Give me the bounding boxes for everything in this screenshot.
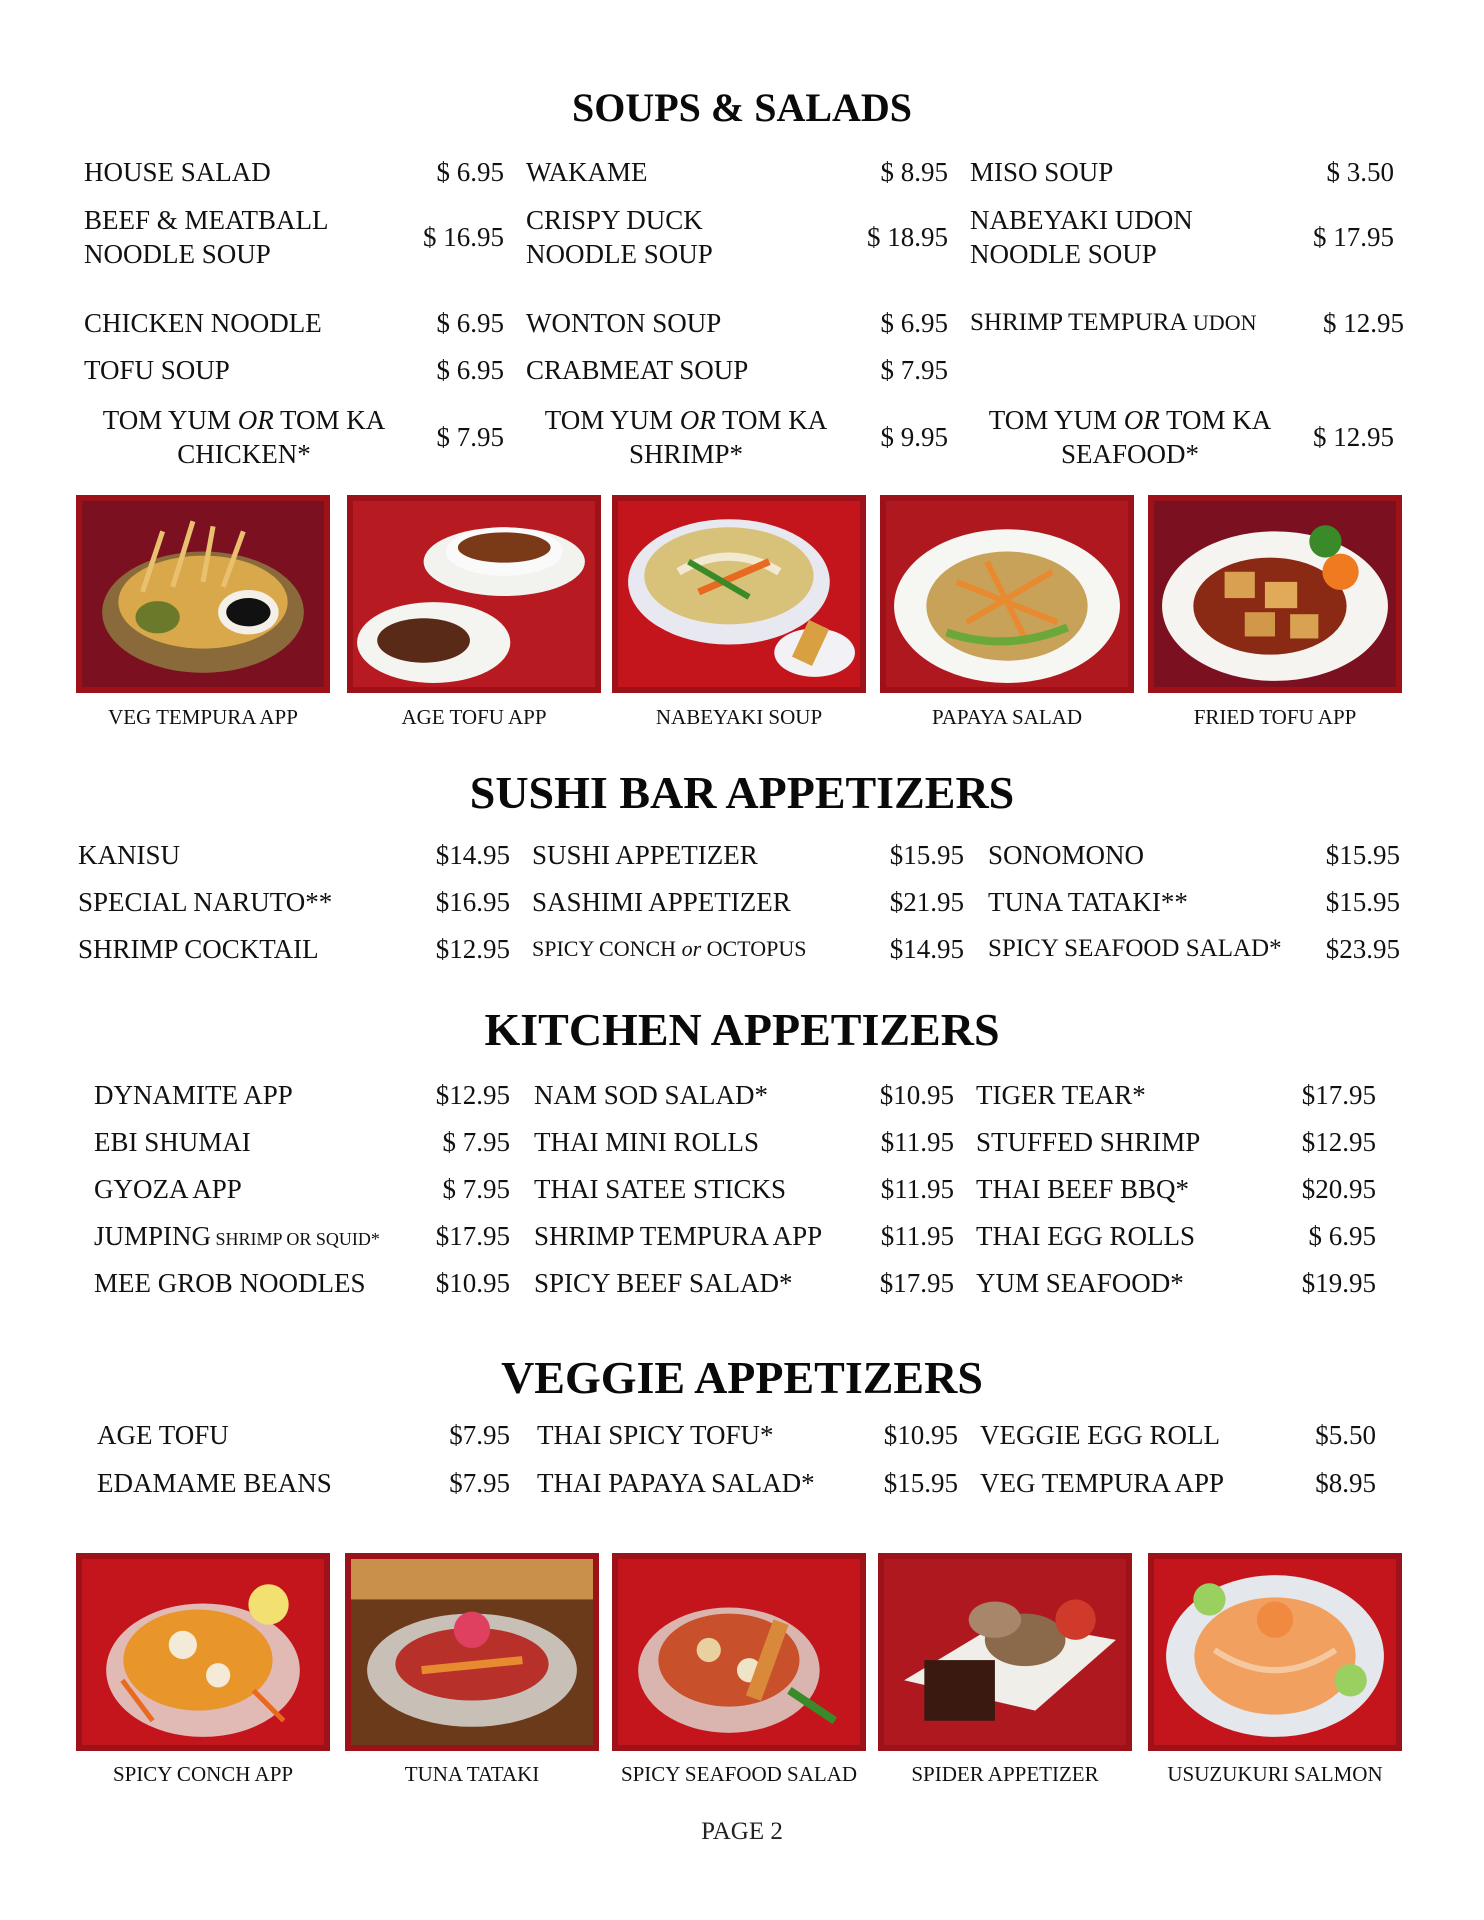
menu-price: $ 12.95 (1323, 308, 1404, 338)
photo-caption: PAPAYA SALAD (931, 705, 1082, 729)
menu-item-thai-beef-bbq: THAI BEEF BBQ* (976, 1174, 1190, 1204)
menu-item-crabmeat-soup: CRABMEAT SOUP (526, 355, 749, 385)
menu-item-shrimp-tempura-udon: SHRIMP TEMPURA UDON (970, 309, 1257, 336)
menu-price: $7.95 (449, 1468, 510, 1498)
photo-caption: TUNA TATAKI (404, 1762, 540, 1786)
menu-item-thai-spicy-tofu: THAI SPICY TOFU* (537, 1420, 774, 1450)
menu-item-line: BEEF & MEATBALL (84, 205, 329, 235)
menu-item-stuffed-shrimp: STUFFED SHRIMP (976, 1127, 1201, 1157)
menu-item-shrimp-tempura-app: SHRIMP TEMPURA APP (534, 1221, 823, 1251)
menu-price: $ 7.95 (880, 355, 948, 385)
menu-item-line: NOODLE SOUP (526, 239, 713, 269)
menu-item-tom-yum-seafood (970, 403, 1290, 471)
menu-price: $17.95 (879, 1268, 954, 1298)
menu-item-tiger-tear: TIGER TEAR* (976, 1080, 1146, 1110)
photo-caption: SPICY SEAFOOD SALAD (620, 1762, 858, 1786)
photo-papaya-salad (880, 495, 1134, 693)
photo-age-tofu-app (347, 495, 601, 693)
menu-price: $23.95 (1325, 934, 1400, 964)
menu-price: $12.95 (435, 1080, 510, 1110)
menu-price: $19.95 (1301, 1268, 1376, 1298)
menu-item-spicy-conch-octopus: SPICY CONCH or OCTOPUS (532, 936, 807, 961)
menu-item-line: SEAFOOD* (1060, 439, 1200, 469)
menu-item-kanisu: KANISU (78, 840, 181, 870)
menu-item-line: TOM YUM OR TOM KA (544, 405, 828, 435)
photo-caption: VEG TEMPURA APP (108, 705, 298, 729)
menu-price: $10.95 (435, 1268, 510, 1298)
photo-veg-tempura-app (76, 495, 330, 693)
menu-price: $11.95 (880, 1174, 954, 1204)
menu-item-line: TOM YUM OR TOM KA (988, 405, 1272, 435)
menu-item-edamame-beans: EDAMAME BEANS (97, 1468, 332, 1498)
menu-price: $14.95 (435, 840, 510, 870)
menu-item-tofu-soup: TOFU SOUP (84, 355, 230, 385)
section-title-soups-salads: SOUPS & SALADS (571, 85, 913, 130)
menu-item-spicy-seafood-salad: SPICY SEAFOOD SALAD* (988, 935, 1282, 962)
menu-price: $5.50 (1315, 1420, 1376, 1450)
menu-price: $ 6.95 (1308, 1221, 1376, 1251)
menu-price: $10.95 (879, 1080, 954, 1110)
menu-price: $ 16.95 (423, 222, 504, 252)
menu-price: $12.95 (435, 934, 510, 964)
photo-caption: FRIED TOFU APP (1193, 705, 1357, 729)
menu-price: $15.95 (883, 1468, 958, 1498)
menu-price: $7.95 (449, 1420, 510, 1450)
menu-item-wonton-soup: WONTON SOUP (526, 308, 722, 338)
menu-item-line: NABEYAKI UDON (970, 205, 1193, 235)
photo-usuzukuri-salmon (1148, 1553, 1402, 1751)
menu-item-miso-soup: MISO SOUP (970, 157, 1114, 187)
menu-price: $ 12.95 (1313, 422, 1394, 452)
menu-price: $ 6.95 (436, 355, 504, 385)
menu-price: $ 9.95 (880, 422, 948, 452)
menu-item-line: TOM YUM OR TOM KA (102, 405, 386, 435)
menu-price: $10.95 (883, 1420, 958, 1450)
menu-item-house-salad: HOUSE SALAD (84, 157, 271, 187)
menu-item-line: CHICKEN* (177, 439, 311, 469)
photo-spicy-seafood-salad (612, 1553, 866, 1751)
menu-price: $11.95 (880, 1221, 954, 1251)
menu-price: $17.95 (1301, 1080, 1376, 1110)
menu-item-thai-satee-sticks: THAI SATEE STICKS (534, 1174, 787, 1204)
menu-item-tuna-tataki: TUNA TATAKI** (988, 887, 1188, 917)
menu-item-wakame: WAKAME (526, 157, 648, 187)
menu-item-line: NOODLE SOUP (970, 239, 1157, 269)
menu-price: $14.95 (889, 934, 964, 964)
menu-item-crispy-duck-noodle-soup (526, 203, 713, 271)
menu-item-nabeyaki-udon-noodle-soup (970, 203, 1193, 271)
menu-price: $ 6.95 (880, 308, 948, 338)
menu-price: $12.95 (1301, 1127, 1376, 1157)
menu-price: $21.95 (889, 887, 964, 917)
menu-price: $15.95 (1325, 887, 1400, 917)
menu-item-ebi-shumai: EBI SHUMAI (94, 1127, 251, 1157)
section-title-sushi-bar-appetizers: SUSHI BAR APPETIZERS (469, 767, 1015, 818)
menu-item-line: NOODLE SOUP (84, 239, 271, 269)
menu-price: $8.95 (1315, 1468, 1376, 1498)
photo-fried-tofu-app (1148, 495, 1402, 693)
menu-item-yum-seafood: YUM SEAFOOD* (976, 1268, 1184, 1298)
menu-price: $20.95 (1301, 1174, 1376, 1204)
menu-item-thai-papaya-salad: THAI PAPAYA SALAD* (537, 1468, 815, 1498)
photo-caption: USUZUKURI SALMON (1167, 1762, 1383, 1786)
menu-price: $17.95 (435, 1221, 510, 1251)
photo-spider-appetizer (878, 1553, 1132, 1751)
menu-item-sonomono: SONOMONO (988, 840, 1145, 870)
menu-price: $15.95 (1325, 840, 1400, 870)
menu-price: $ 7.95 (442, 1127, 510, 1157)
menu-price: $ 7.95 (436, 422, 504, 452)
menu-price: $ 18.95 (867, 222, 948, 252)
menu-item-age-tofu: AGE TOFU (97, 1420, 229, 1450)
menu-price: $ 6.95 (436, 308, 504, 338)
menu-item-shrimp-cocktail: SHRIMP COCKTAIL (78, 934, 319, 964)
menu-price: $ 17.95 (1313, 222, 1394, 252)
menu-item-thai-mini-rolls: THAI MINI ROLLS (534, 1127, 759, 1157)
photo-nabeyaki-soup (612, 495, 866, 693)
photo-caption: SPIDER APPETIZER (911, 1762, 1099, 1786)
menu-item-tom-yum-shrimp (526, 403, 846, 471)
page-number: PAGE 2 (701, 1818, 783, 1845)
menu-price: $16.95 (435, 887, 510, 917)
menu-item-sashimi-appetizer: SASHIMI APPETIZER (532, 887, 791, 917)
menu-price: $ 7.95 (442, 1174, 510, 1204)
menu-item-gyoza-app: GYOZA APP (94, 1174, 242, 1204)
photo-caption: NABEYAKI SOUP (655, 705, 823, 729)
menu-item-nam-sod-salad: NAM SOD SALAD* (534, 1080, 769, 1110)
menu-item-thai-egg-rolls: THAI EGG ROLLS (976, 1221, 1195, 1251)
menu-item-line: CRISPY DUCK (526, 205, 703, 235)
section-title-veggie-appetizers: VEGGIE APPETIZERS (501, 1352, 983, 1403)
section-title-kitchen-appetizers: KITCHEN APPETIZERS (484, 1004, 1000, 1055)
photo-caption: SPICY CONCH APP (112, 1762, 294, 1786)
menu-price: $15.95 (889, 840, 964, 870)
menu-item-tom-yum-chicken (84, 403, 404, 471)
menu-item-line: SHRIMP* (628, 439, 744, 469)
menu-item-beef-meatball-noodle-soup (84, 203, 329, 271)
menu-item-special-naruto: SPECIAL NARUTO** (78, 887, 333, 917)
menu-item-chicken-noodle: CHICKEN NOODLE (84, 308, 322, 338)
menu-price: $ 6.95 (436, 157, 504, 187)
menu-item-veg-tempura-app: VEG TEMPURA APP (980, 1468, 1225, 1498)
photo-caption: AGE TOFU APP (401, 705, 547, 729)
menu-item-mee-grob-noodles: MEE GROB NOODLES (94, 1268, 366, 1298)
menu-price: $ 3.50 (1326, 157, 1394, 187)
menu-item-spicy-beef-salad: SPICY BEEF SALAD* (534, 1268, 793, 1298)
menu-item-sushi-appetizer: SUSHI APPETIZER (532, 840, 758, 870)
menu-item-veggie-egg-roll: VEGGIE EGG ROLL (980, 1420, 1220, 1450)
photo-spicy-conch-app (76, 1553, 330, 1751)
menu-price: $ 8.95 (880, 157, 948, 187)
photo-tuna-tataki (345, 1553, 599, 1751)
menu-item-jumping-shrimp-squid: JUMPING SHRIMP OR SQUID* (94, 1221, 380, 1251)
menu-price: $11.95 (880, 1127, 954, 1157)
menu-item-dynamite-app: DYNAMITE APP (94, 1080, 293, 1110)
